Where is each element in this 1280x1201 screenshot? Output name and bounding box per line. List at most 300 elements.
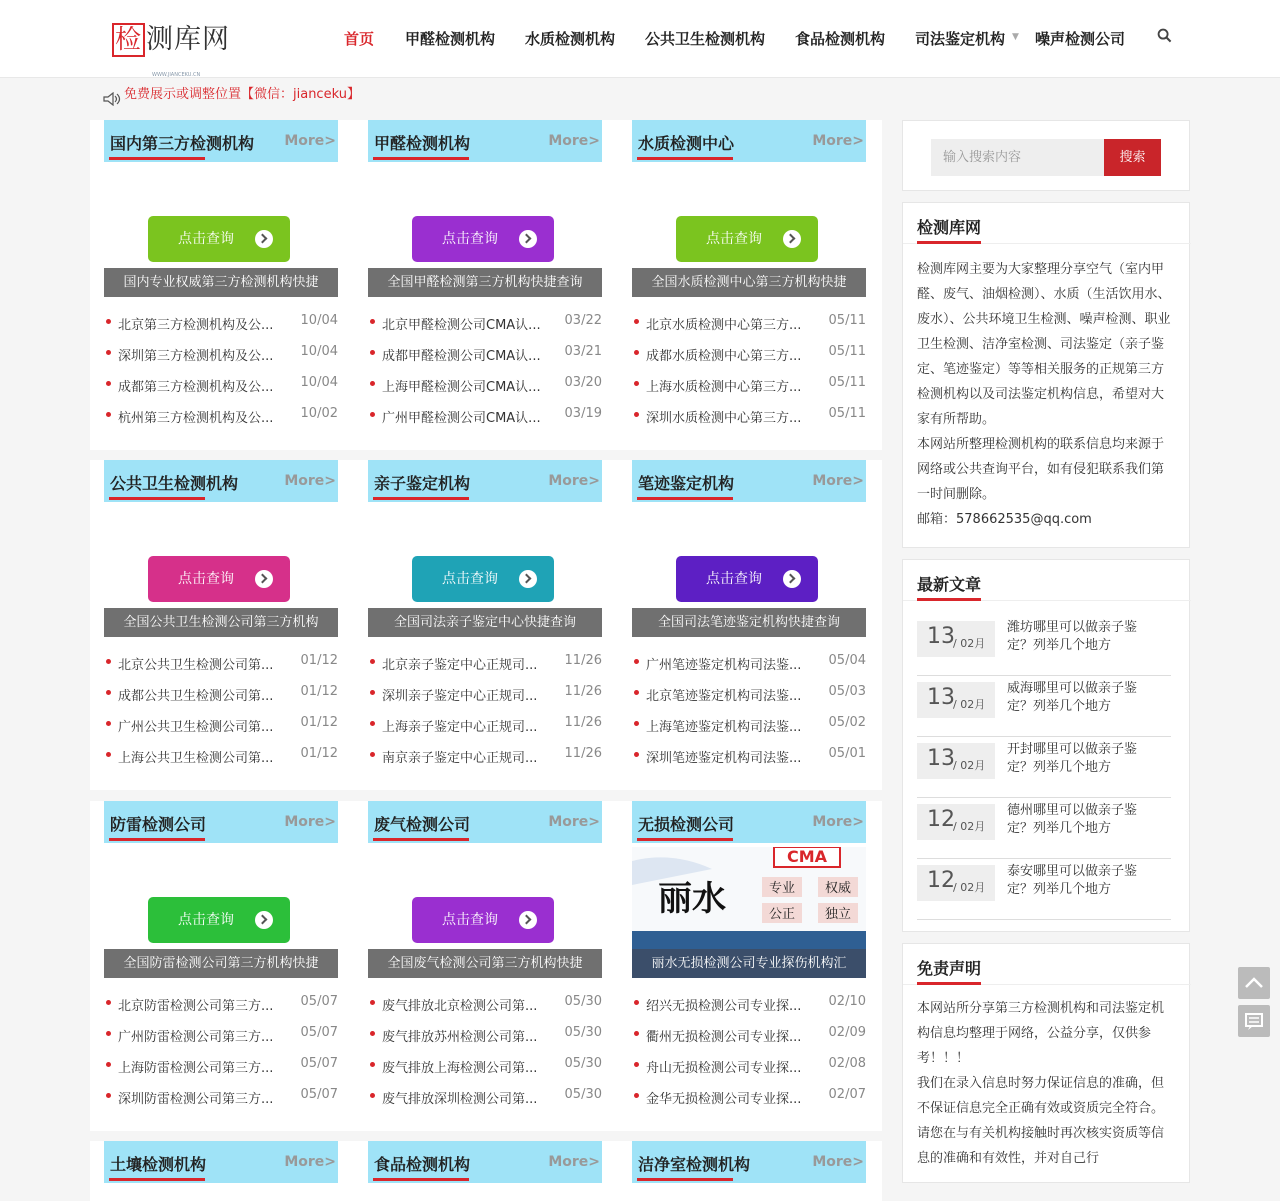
nav-noise[interactable]: 噪声检测公司	[1035, 30, 1126, 48]
title-underline	[109, 838, 205, 841]
latest-article[interactable]	[917, 615, 1171, 676]
list-item[interactable]	[368, 989, 602, 1020]
list-item[interactable]	[368, 1051, 602, 1082]
nav-water[interactable]: 水质检测机构	[525, 30, 616, 48]
article-list	[632, 308, 866, 432]
list-item-date: 03/21	[564, 344, 602, 359]
list-item-date: 11/26	[564, 715, 602, 730]
title-underline	[917, 598, 981, 601]
list-item[interactable]	[632, 370, 866, 401]
disclaimer-widget	[902, 943, 1190, 1183]
list-item-title[interactable]: 北京亲子鉴定中心正规司...	[382, 658, 538, 673]
list-item[interactable]	[104, 1020, 338, 1051]
arrow-right-icon	[255, 570, 273, 588]
bullet-icon	[106, 319, 111, 324]
category-card	[632, 120, 866, 450]
more-link[interactable]: More>	[548, 133, 600, 149]
card-header	[368, 1141, 602, 1183]
list-item[interactable]	[632, 648, 866, 679]
speaker-icon	[103, 92, 121, 106]
query-button-label: 点击查询	[178, 231, 234, 247]
category-card	[632, 801, 866, 1131]
category-card	[104, 1141, 338, 1201]
notice-bar	[103, 83, 360, 106]
list-item-date: 11/26	[564, 684, 602, 699]
query-button[interactable]	[148, 897, 290, 943]
list-item-title[interactable]: 北京笔迹鉴定机构司法鉴...	[646, 689, 802, 704]
latest-widget	[902, 559, 1190, 932]
category-card	[368, 1141, 602, 1201]
article-list	[104, 989, 338, 1113]
list-item-date: 11/26	[564, 746, 602, 761]
bullet-icon	[106, 690, 111, 695]
bullet-icon	[106, 412, 111, 417]
bullet-icon	[634, 381, 639, 386]
list-item-title[interactable]: 上海水质检测中心第三方...	[646, 380, 802, 395]
list-item[interactable]	[632, 1020, 866, 1051]
article-day: 13	[927, 685, 955, 710]
list-item-title[interactable]: 金华无损检测公司专业探...	[646, 1092, 802, 1107]
list-item-title[interactable]: 广州甲醛检测公司CMA认...	[382, 411, 541, 426]
list-item-date: 02/09	[828, 1025, 866, 1040]
card-title[interactable]: 甲醛检测机构	[374, 134, 471, 153]
cma-mark: CMA	[786, 847, 828, 866]
bullet-icon	[106, 1062, 111, 1067]
disclaimer-text-1: 本网站所分享第三方检测机构和司法鉴定机构信息均整理于网络，公益分享，仅供参考！！！	[917, 1001, 1165, 1066]
bullet-icon	[106, 1000, 111, 1005]
list-item-title[interactable]: 深圳水质检测中心第三方...	[646, 411, 802, 426]
card-title[interactable]: 食品检测机构	[374, 1155, 471, 1174]
bullet-icon	[106, 1031, 111, 1036]
title-underline	[109, 1178, 205, 1181]
about-email: 邮箱：578662535@qq.com	[917, 512, 1092, 527]
list-item-title[interactable]: 北京防雷检测公司第三方...	[118, 999, 274, 1014]
bullet-icon	[634, 690, 639, 695]
list-item-title[interactable]: 深圳亲子鉴定中心正规司...	[382, 689, 538, 704]
about-widget	[902, 202, 1190, 548]
bullet-icon	[106, 659, 111, 664]
list-item[interactable]	[104, 710, 338, 741]
bullet-icon	[634, 1031, 639, 1036]
list-item[interactable]	[368, 679, 602, 710]
city-name: 丽水	[658, 879, 726, 919]
feedback-button[interactable]	[1238, 1005, 1270, 1037]
list-item[interactable]	[632, 989, 866, 1020]
bullet-icon	[106, 1093, 111, 1098]
article-date	[917, 804, 995, 840]
list-item-date: 10/02	[300, 406, 338, 421]
list-item[interactable]	[104, 1082, 338, 1113]
list-item[interactable]	[104, 679, 338, 710]
bullet-icon	[634, 1062, 639, 1067]
article-list	[368, 648, 602, 772]
list-item-date: 05/30	[564, 1025, 602, 1040]
article-day: 12	[927, 807, 955, 832]
query-button-label: 点击查询	[442, 231, 498, 247]
list-item-date: 05/11	[828, 344, 866, 359]
about-title: 检测库网	[917, 218, 982, 237]
article-list	[632, 989, 866, 1113]
bullet-icon	[370, 659, 375, 664]
card-title[interactable]: 洁净室检测机构	[638, 1155, 751, 1174]
title-underline	[637, 157, 733, 160]
query-button-label: 点击查询	[706, 571, 762, 587]
tag-3: 公正	[768, 907, 796, 922]
query-button-label: 点击查询	[178, 571, 234, 587]
list-item-title[interactable]: 上海防雷检测公司第三方...	[118, 1061, 274, 1076]
bullet-icon	[634, 319, 639, 324]
list-item[interactable]	[368, 741, 602, 772]
list-item[interactable]	[104, 401, 338, 432]
list-item[interactable]	[632, 741, 866, 772]
more-link[interactable]: More>	[284, 133, 336, 149]
more-link[interactable]: More>	[812, 814, 864, 830]
list-item-title[interactable]: 舟山无损检测公司专业探...	[646, 1061, 802, 1076]
title-underline	[637, 497, 733, 500]
arrow-right-icon	[255, 230, 273, 248]
card-caption[interactable]: 全国公共卫生检测公司第三方机构	[104, 608, 338, 637]
category-card	[104, 801, 338, 1131]
card-caption[interactable]: 全国水质检测中心第三方机构快捷	[632, 268, 866, 297]
logo-sub: WWW.JIANCEKU.CN	[152, 72, 201, 78]
search-button[interactable]: 搜索	[1104, 139, 1161, 176]
list-item-title[interactable]: 杭州第三方检测机构及公...	[118, 411, 274, 426]
arrow-right-icon	[519, 230, 537, 248]
list-item[interactable]	[104, 648, 338, 679]
card-caption[interactable]: 丽水无损检测公司专业探伤机构汇	[632, 949, 866, 978]
card-title[interactable]: 水质检测中心	[638, 134, 735, 153]
title-underline	[373, 838, 469, 841]
bullet-icon	[370, 721, 375, 726]
card-title[interactable]: 亲子鉴定机构	[374, 474, 471, 493]
query-button[interactable]	[412, 556, 554, 602]
article-day: 13	[927, 746, 955, 771]
article-list	[368, 989, 602, 1113]
query-button-label: 点击查询	[706, 231, 762, 247]
list-item[interactable]	[632, 1051, 866, 1082]
more-link[interactable]: More>	[548, 473, 600, 489]
card-title[interactable]: 废气检测公司	[374, 815, 471, 834]
card-title[interactable]: 笔迹鉴定机构	[638, 474, 735, 493]
list-item[interactable]	[368, 1082, 602, 1113]
search-input[interactable]: 输入搜索内容	[931, 139, 1104, 176]
list-item-date: 01/12	[300, 715, 338, 730]
category-card	[368, 120, 602, 450]
list-item-title[interactable]: 衢州无损检测公司专业探...	[646, 1030, 802, 1045]
list-item-date: 05/07	[300, 1087, 338, 1102]
card-caption[interactable]: 全国甲醛检测第三方机构快捷查询	[368, 268, 602, 297]
bullet-icon	[106, 381, 111, 386]
query-button-label: 点击查询	[442, 571, 498, 587]
list-item-date: 03/20	[564, 375, 602, 390]
list-item[interactable]	[368, 339, 602, 370]
query-button[interactable]	[412, 216, 554, 262]
article-month: / 02月	[953, 698, 986, 711]
disclaimer-text-2: 我们在录入信息时努力保证信息的准确，但不保证信息完全正确有效或资质完全符合。请您在与有关机构接触时再次核实资质等信息的准确和有效性，并对自己行	[917, 1076, 1165, 1166]
bullet-icon	[370, 412, 375, 417]
article-list	[368, 308, 602, 432]
list-item-title[interactable]: 南京亲子鉴定中心正规司...	[382, 751, 538, 766]
list-item[interactable]	[368, 710, 602, 741]
bullet-icon	[634, 350, 639, 355]
card-header	[104, 460, 338, 502]
list-item-title[interactable]: 北京甲醛检测公司CMA认...	[382, 318, 541, 333]
query-button[interactable]	[676, 556, 818, 602]
bullet-icon	[106, 721, 111, 726]
list-item-date: 05/07	[300, 1025, 338, 1040]
article-title[interactable]: 德州哪里可以做亲子鉴定？列举几个地方	[1007, 803, 1138, 836]
list-item[interactable]	[632, 308, 866, 339]
bullet-icon	[370, 319, 375, 324]
list-item-date: 05/01	[828, 746, 866, 761]
list-item-date: 02/08	[828, 1056, 866, 1071]
latest-article[interactable]	[917, 859, 1171, 920]
arrow-right-icon	[519, 570, 537, 588]
title-underline	[373, 1178, 469, 1181]
arrow-up-icon	[1238, 967, 1270, 999]
category-panel	[90, 801, 882, 1131]
list-item[interactable]	[368, 401, 602, 432]
list-item-title[interactable]: 深圳笔迹鉴定机构司法鉴...	[646, 751, 802, 766]
bullet-icon	[370, 1062, 375, 1067]
list-item[interactable]	[368, 1020, 602, 1051]
list-item-date: 05/11	[828, 375, 866, 390]
arrow-right-icon	[783, 230, 801, 248]
more-link[interactable]: More>	[812, 1154, 864, 1170]
article-list	[104, 648, 338, 772]
list-item-date: 05/04	[828, 653, 866, 668]
more-link[interactable]: More>	[284, 1154, 336, 1170]
list-item-date: 05/11	[828, 313, 866, 328]
tag-2: 权威	[824, 881, 852, 896]
bullet-icon	[106, 350, 111, 355]
bullet-icon	[634, 721, 639, 726]
category-card	[104, 120, 338, 450]
list-item[interactable]	[632, 401, 866, 432]
list-item-date: 03/22	[564, 313, 602, 328]
list-item-title[interactable]: 北京第三方检测机构及公...	[118, 318, 274, 333]
list-item-title[interactable]: 广州防雷检测公司第三方...	[118, 1030, 274, 1045]
article-date	[917, 865, 995, 901]
category-card	[632, 1141, 866, 1201]
title-underline	[637, 1178, 733, 1181]
disclaimer-title: 免责声明	[917, 959, 982, 978]
list-item-title[interactable]: 绍兴无损检测公司专业探...	[646, 999, 802, 1014]
card-header	[632, 120, 866, 162]
card-caption[interactable]: 全国废气检测公司第三方机构快捷	[368, 949, 602, 978]
nav-food[interactable]: 食品检测机构	[795, 30, 886, 48]
query-button-label: 点击查询	[178, 912, 234, 928]
list-item-date: 10/04	[300, 375, 338, 390]
bullet-icon	[370, 1031, 375, 1036]
title-underline	[917, 982, 981, 985]
title-underline	[637, 838, 733, 841]
card-title[interactable]: 防雷检测公司	[110, 815, 207, 834]
latest-title: 最新文章	[917, 575, 982, 594]
banner-graphic	[632, 847, 866, 959]
list-item[interactable]	[104, 370, 338, 401]
article-day: 12	[927, 868, 955, 893]
list-item-date: 02/10	[828, 994, 866, 1009]
more-link[interactable]: More>	[284, 814, 336, 830]
card-caption[interactable]: 全国司法亲子鉴定中心快捷查询	[368, 608, 602, 637]
query-button[interactable]	[148, 216, 290, 262]
list-item-title[interactable]: 深圳第三方检测机构及公...	[118, 349, 274, 364]
card-caption[interactable]: 全国司法笔迹鉴定机构快捷查询	[632, 608, 866, 637]
about-text-1: 检测库网主要为大家整理分享空气（室内甲醛、废气、油烟检测）、水质（生活饮用水、废水）、公共环境卫生检测、噪声检测、职业卫生检测、洁净室检测、司法鉴定（亲子鉴定、笔迹鉴定）等等相关服务的正规第三方检测机构以及司法鉴定机构信息，希望对大家有所帮助。	[917, 262, 1171, 427]
tag-4: 独立	[824, 907, 852, 922]
arrow-right-icon	[783, 570, 801, 588]
list-item[interactable]	[104, 1051, 338, 1082]
list-item-date: 05/30	[564, 1087, 602, 1102]
list-item-date: 03/19	[564, 406, 602, 421]
list-item-title[interactable]: 上海公共卫生检测公司第...	[118, 751, 274, 766]
chevron-down-icon[interactable]: ▼	[1012, 32, 1019, 42]
list-item-title[interactable]: 上海笔迹鉴定机构司法鉴...	[646, 720, 802, 735]
list-item[interactable]	[368, 648, 602, 679]
list-item-title[interactable]: 废气排放苏州检测公司第...	[382, 1030, 538, 1045]
about-text-2: 本网站所整理检测机构的联系信息均来源于网络或公共查询平台，如有侵犯联系我们第一时间删除。	[917, 437, 1165, 502]
card-header	[368, 460, 602, 502]
list-item-date: 10/04	[300, 344, 338, 359]
article-month: / 02月	[953, 759, 986, 772]
list-item-title[interactable]: 北京公共卫生检测公司第...	[118, 658, 274, 673]
latest-article[interactable]	[917, 737, 1171, 798]
more-link[interactable]: More>	[284, 473, 336, 489]
top-header	[0, 0, 1280, 78]
article-title[interactable]: 泰安哪里可以做亲子鉴定？列举几个地方	[1007, 864, 1138, 897]
card-title[interactable]: 国内第三方检测机构	[110, 134, 255, 153]
list-item-date: 05/30	[564, 994, 602, 1009]
bullet-icon	[634, 659, 639, 664]
list-item-title[interactable]: 上海甲醛检测公司CMA认...	[382, 380, 541, 395]
card-title[interactable]: 土壤检测机构	[110, 1155, 207, 1174]
category-card	[104, 460, 338, 790]
list-item-title[interactable]: 上海亲子鉴定中心正规司...	[382, 720, 538, 735]
query-button-label: 点击查询	[442, 912, 498, 928]
query-button[interactable]	[148, 556, 290, 602]
list-item-title[interactable]: 深圳防雷检测公司第三方...	[118, 1092, 274, 1107]
card-header	[104, 120, 338, 162]
list-item-title[interactable]: 成都甲醛检测公司CMA认...	[382, 349, 541, 364]
list-item-date: 05/07	[300, 1056, 338, 1071]
card-header	[104, 1141, 338, 1183]
list-item[interactable]	[368, 308, 602, 339]
title-underline	[373, 157, 469, 160]
nav-forensic[interactable]: 司法鉴定机构	[915, 30, 1006, 48]
card-title[interactable]: 公共卫生检测机构	[110, 474, 239, 493]
article-date	[917, 743, 995, 779]
list-item[interactable]	[104, 339, 338, 370]
nav-formaldehyde[interactable]: 甲醛检测机构	[405, 30, 496, 48]
article-title[interactable]: 威海哪里可以做亲子鉴定？列举几个地方	[1007, 681, 1138, 714]
card-header	[368, 801, 602, 843]
article-title[interactable]: 开封哪里可以做亲子鉴定？列举几个地方	[1007, 742, 1138, 775]
list-item[interactable]	[632, 1082, 866, 1113]
list-item-date: 05/11	[828, 406, 866, 421]
latest-article[interactable]	[917, 676, 1171, 737]
title-underline	[109, 157, 205, 160]
bullet-icon	[370, 350, 375, 355]
comment-icon	[1238, 1005, 1270, 1037]
bullet-icon	[370, 1093, 375, 1098]
list-item-title[interactable]: 废气排放北京检测公司第...	[382, 999, 538, 1014]
search-widget	[902, 120, 1190, 191]
card-header	[632, 460, 866, 502]
list-item[interactable]	[104, 989, 338, 1020]
list-item[interactable]	[632, 710, 866, 741]
nav-home[interactable]: 首页	[344, 30, 375, 48]
query-button[interactable]	[412, 897, 554, 943]
list-item-title[interactable]: 成都水质检测中心第三方...	[646, 349, 802, 364]
bullet-icon	[634, 412, 639, 417]
list-item[interactable]	[104, 741, 338, 772]
search-icon[interactable]	[1157, 28, 1172, 43]
card-title[interactable]: 无损检测公司	[638, 815, 735, 834]
list-item-title[interactable]: 北京水质检测中心第三方...	[646, 318, 802, 333]
list-item-date: 05/30	[564, 1056, 602, 1071]
list-item[interactable]	[368, 370, 602, 401]
bullet-icon	[634, 1093, 639, 1098]
arrow-right-icon	[519, 911, 537, 929]
article-month: / 02月	[953, 637, 986, 650]
category-panel	[90, 1141, 882, 1201]
card-header	[104, 801, 338, 843]
back-to-top-button[interactable]	[1238, 967, 1270, 999]
list-item-date: 02/07	[828, 1087, 866, 1102]
list-item-title[interactable]: 废气排放上海检测公司第...	[382, 1061, 538, 1076]
list-item-title[interactable]: 废气排放深圳检测公司第...	[382, 1092, 538, 1107]
site-logo[interactable]	[112, 22, 237, 78]
list-item-date: 05/07	[300, 994, 338, 1009]
article-title[interactable]: 潍坊哪里可以做亲子鉴定？列举几个地方	[1007, 620, 1138, 653]
article-list	[104, 308, 338, 432]
title-underline	[373, 497, 469, 500]
bullet-icon	[370, 381, 375, 386]
category-panel	[90, 120, 882, 450]
article-month: / 02月	[953, 881, 986, 894]
card-caption[interactable]: 全国防雷检测公司第三方机构快捷	[104, 949, 338, 978]
more-link[interactable]: More>	[812, 473, 864, 489]
arrow-right-icon	[255, 911, 273, 929]
list-item-title[interactable]: 成都公共卫生检测公司第...	[118, 689, 274, 704]
card-header	[368, 120, 602, 162]
card-caption[interactable]: 国内专业权威第三方检测机构快捷	[104, 268, 338, 297]
query-button[interactable]	[676, 216, 818, 262]
list-item-title[interactable]: 成都第三方检测机构及公...	[118, 380, 274, 395]
nav-public-health[interactable]: 公共卫生检测机构	[645, 30, 766, 48]
article-day: 13	[927, 624, 955, 649]
title-underline	[109, 497, 205, 500]
notice-text[interactable]: 免费展示或调整位置【微信：jianceku】	[124, 87, 360, 102]
list-item-title[interactable]: 广州公共卫生检测公司第...	[118, 720, 274, 735]
more-link[interactable]: More>	[548, 1154, 600, 1170]
category-card	[368, 460, 602, 790]
list-item-title[interactable]: 广州笔迹鉴定机构司法鉴...	[646, 658, 802, 673]
list-item[interactable]	[632, 679, 866, 710]
bullet-icon	[370, 1000, 375, 1005]
list-item[interactable]	[632, 339, 866, 370]
more-link[interactable]: More>	[812, 133, 864, 149]
list-item-date: 10/04	[300, 313, 338, 328]
list-item-date: 05/02	[828, 715, 866, 730]
list-item-date: 01/12	[300, 684, 338, 699]
more-link[interactable]: More>	[548, 814, 600, 830]
list-item[interactable]	[104, 308, 338, 339]
article-date	[917, 682, 995, 718]
logo-text: 测库网	[146, 24, 231, 55]
latest-article[interactable]	[917, 798, 1171, 859]
